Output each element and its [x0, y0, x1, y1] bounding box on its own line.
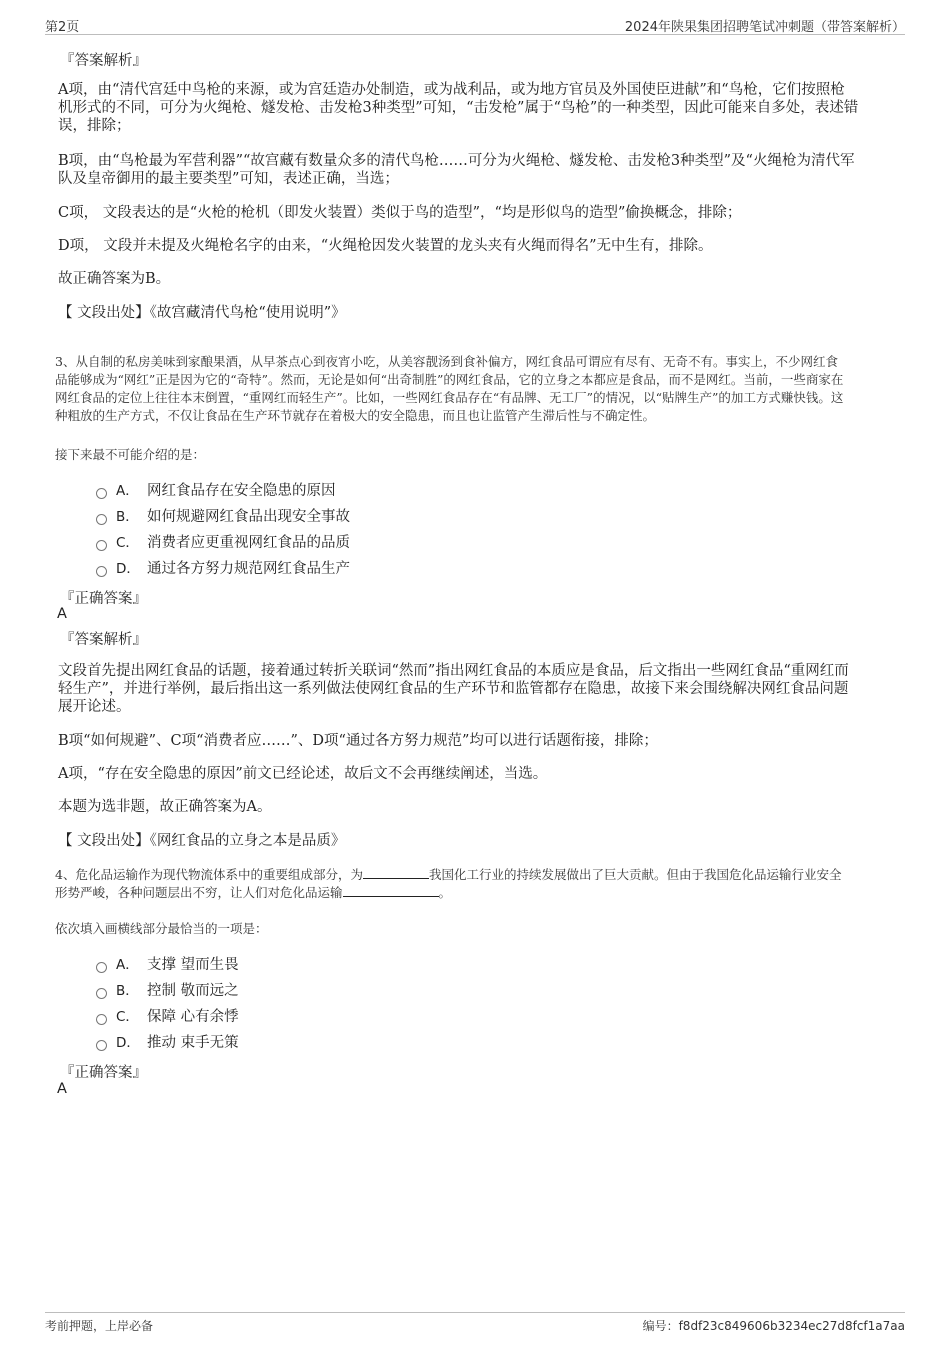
radio-icon[interactable] [96, 514, 107, 525]
q2-analysis-b [58, 152, 898, 188]
option-letter: D． [116, 561, 140, 577]
q3-text-line1: 3、从自制的私房美味到家酿果酒，从早茶点心到夜宵小吃，从美容靓汤到食补偏方，网红食品可谓应有尽有、无奇不有。事实上，不少网红食 [55, 354, 838, 369]
radio-icon[interactable] [96, 540, 107, 551]
q4-text-line2 [55, 884, 898, 902]
fill-blank-1[interactable] [363, 866, 429, 879]
q2-analysis-b-line1: B项，由“鸟枪最为军营利器”“故宫藏有数量众多的清代鸟枪……可分为火绳枪、燧发枪、击发枪3种类型”及“火绳枪为清代军 [58, 153, 855, 169]
q4-text-line1-start: 4、危化品运输作为现代物流体系中的重要组成部分，为 [55, 867, 363, 882]
option-letter: D． [116, 1035, 140, 1051]
option-letter: A． [116, 957, 139, 973]
q4-text-line2-end: 。 [438, 885, 452, 900]
q2-analysis-a-line1: A项，由“清代宫廷中鸟枪的来源，或为宫廷造办处制造，或为战利品，或为地方官员及外国使臣进献”和“鸟枪，它们按照枪 [58, 82, 845, 98]
option-text: 支撑 望而生畏 [147, 957, 239, 973]
q3-answer: A [57, 606, 67, 622]
q3-answer-label: 『正确答案』 [60, 591, 147, 607]
radio-icon[interactable] [96, 962, 107, 973]
document-title: 2024年陕果集团招聘笔试冲刺题（带答案解析） [624, 20, 905, 35]
q2-source: 【 文段出处】《故宫藏清代鸟枪“使用说明”》 [58, 305, 346, 321]
q4-question-text [55, 866, 898, 902]
q3-question-text [55, 353, 898, 425]
q4-text-line1-end: 我国化工行业的持续发展做出了巨大贡献。但由于我国危化品运输行业安全 [428, 867, 842, 882]
footer-slogan: 考前押题，上岸必备 [45, 1319, 154, 1333]
q2-analysis-a-line2: 机形式的不同，可分为火绳枪、燧发枪、击发枪3种类型”可知，“击发枪”属于“鸟枪”的一种类型，因此可能来自多处，表述错 [58, 100, 859, 116]
q2-analysis-b-line2: 队及皇帝御用的最主要类型”可知，表述正确，当选； [58, 171, 399, 187]
option-letter: C． [116, 1009, 139, 1025]
radio-icon[interactable] [96, 988, 107, 999]
q3-analysis-main [58, 662, 898, 716]
option-letter: C． [116, 535, 139, 551]
q3-text-line3: 网红食品的定位上往往本末倒置，“重网红而轻生产”。比如，一些网红食品存在“有品牌、无工厂”的情况，以“贴牌生产”的加工方式赚快钱。这 [55, 390, 844, 405]
option-letter: B． [116, 509, 139, 525]
q4-answer: A [57, 1081, 67, 1097]
q4-option-a[interactable] [96, 955, 239, 975]
radio-icon[interactable] [96, 1014, 107, 1025]
radio-icon[interactable] [96, 566, 107, 577]
option-text: 网红食品存在安全隐患的原因 [147, 483, 336, 499]
radio-icon[interactable] [96, 1040, 107, 1051]
q3-analysis-bcd: B项“如何规避”、C项“消费者应……”、D项“通过各方努力规范”均可以进行话题衔接，排除； [58, 733, 658, 749]
page-footer [45, 1312, 905, 1335]
q3-analysis-label: 『答案解析』 [60, 632, 147, 648]
q4-prompt: 依次填入画横线部分最恰当的一项是： [55, 921, 268, 936]
q3-analysis-line2: 轻生产”，并进行举例，最后指出这一系列做法使网红食品的生产环节和监管都存在隐患，故接下来会围绕解决网红食品问题 [58, 681, 849, 697]
q3-conclusion: 本题为选非题，故正确答案为A。 [58, 799, 272, 815]
q3-analysis-line1: 文段首先提出网红食品的话题，接着通过转折关联词“然而”指出网红食品的本质应是食品，后文指出一些网红食品“重网红而 [58, 663, 849, 679]
q2-analysis-a [58, 81, 898, 135]
page-header [45, 14, 905, 35]
q4-option-c[interactable] [96, 1007, 239, 1027]
option-text: 消费者应更重视网红食品的品质 [147, 535, 350, 551]
q3-text-line2: 品能够成为“网红”正是因为它的“奇特”。然而，无论是如何“出奇制胜”的网红食品，它的立身之本都应是食品，而不是网红。当前，一些商家在 [55, 372, 844, 387]
option-text: 通过各方努力规范网红食品生产 [147, 561, 350, 577]
q2-analysis-d: D项， 文段并未提及火绳枪名字的由来，“火绳枪因发火装置的龙头夹有火绳而得名”无中生有，排除。 [58, 238, 713, 254]
q3-option-c[interactable] [96, 533, 350, 553]
q3-option-a[interactable] [96, 481, 336, 501]
fill-blank-2[interactable] [343, 884, 439, 897]
q4-text-line1 [55, 866, 898, 884]
option-text: 保障 心有余悸 [147, 1009, 239, 1025]
q3-option-d[interactable] [96, 559, 350, 579]
option-letter: B． [116, 983, 139, 999]
q3-text-line4: 种粗放的生产方式，不仅让食品在生产环节就存在着极大的安全隐患，而且也让监管产生滞后性与不确定性。 [55, 408, 656, 423]
option-text: 如何规避网红食品出现安全事故 [147, 509, 350, 525]
option-letter: A． [116, 483, 139, 499]
q2-conclusion: 故正确答案为B。 [58, 271, 171, 287]
page-number: 第2页 [45, 20, 80, 35]
q4-answer-label: 『正确答案』 [60, 1065, 147, 1081]
q3-analysis-line3: 展开论述。 [58, 699, 131, 715]
q2-analysis-c: C项， 文段表达的是“火枪的枪机（即发火装置）类似于鸟的造型”，“均是形似鸟的造型”偷换概念，排除； [58, 205, 742, 221]
option-text: 推动 束手无策 [147, 1035, 239, 1051]
q2-analysis-a-line3: 误，排除； [58, 118, 131, 134]
document-id: 编号：f8df23c849606b3234ec27d8fcf1a7aa [642, 1319, 905, 1333]
q4-option-d[interactable] [96, 1033, 239, 1053]
q3-prompt: 接下来最不可能介绍的是： [55, 447, 206, 462]
radio-icon[interactable] [96, 488, 107, 499]
q4-text-line2-start: 形势严峻，各种问题层出不穷，让人们对危化品运输 [55, 885, 343, 900]
q4-option-b[interactable] [96, 981, 239, 1001]
option-text: 控制 敬而远之 [147, 983, 239, 999]
q2-analysis-label: 『答案解析』 [60, 53, 147, 69]
q3-source: 【 文段出处】《网红食品的立身之本是品质》 [58, 833, 346, 849]
q3-analysis-a: A项，“存在安全隐患的原因”前文已经论述，故后文不会再继续阐述，当选。 [58, 766, 548, 782]
q3-option-b[interactable] [96, 507, 350, 527]
